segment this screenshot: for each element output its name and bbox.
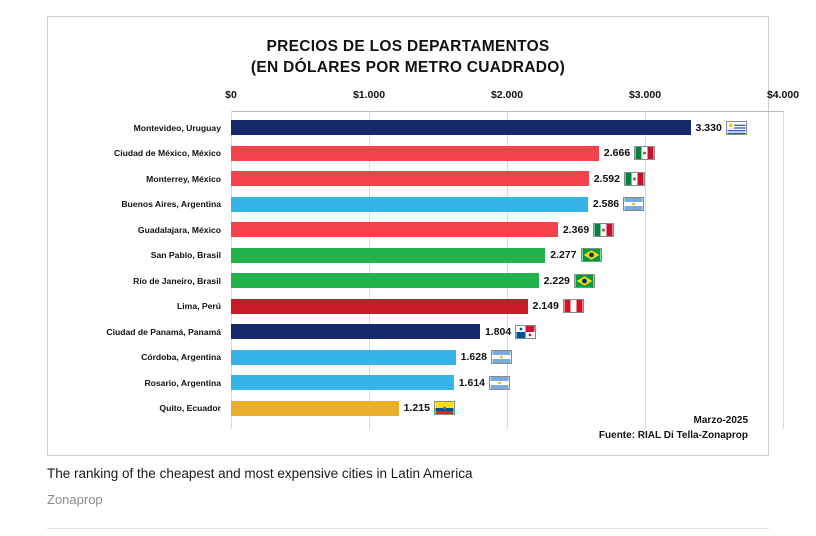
flag-icon-argentina — [623, 197, 644, 211]
bar-container — [231, 294, 584, 320]
bar-category-label: Ciudad de México, México — [114, 148, 221, 159]
bar — [231, 248, 545, 263]
bottom-divider — [47, 528, 769, 529]
flag-icon-panama — [515, 325, 536, 339]
x-tick-label: $0 — [225, 89, 237, 101]
caption-text: The ranking of the cheapest and most expensive cities in Latin America — [47, 466, 473, 481]
x-tick-label: $3.000 — [628, 89, 662, 101]
bar-value-label: 1.215 — [403, 402, 430, 415]
bar-container — [231, 345, 512, 371]
chart-title-main: PRECIOS DE LOS DEPARTAMENTOS — [266, 38, 550, 55]
bar-rows — [48, 115, 768, 421]
bar-value-label: 2.592 — [593, 172, 620, 185]
chart-title — [48, 37, 768, 79]
bar-category-label: Lima, Perú — [177, 301, 221, 312]
bar-container — [231, 217, 614, 243]
x-tick-label: $2.000 — [490, 89, 524, 101]
flag-icon-mexico — [634, 146, 655, 160]
chart-source-block — [599, 413, 748, 443]
bar-category-label: Montevideo, Uruguay — [133, 122, 221, 133]
bar-category-label: Río de Janeiro, Brasil — [133, 275, 221, 286]
flag-icon-brazil — [574, 274, 595, 288]
bar-row — [48, 217, 768, 243]
bar-row — [48, 345, 768, 371]
chart-date-annotation: Marzo-2025 — [693, 415, 748, 426]
bar-value-label: 1.614 — [458, 376, 485, 389]
flag-icon-mexico — [624, 172, 645, 186]
bar-value-label: 2.666 — [603, 147, 631, 160]
bar-category-label: Buenos Aires, Argentina — [121, 199, 221, 210]
bar-container — [231, 319, 536, 345]
chart-plot-area — [48, 89, 800, 451]
flag-icon-argentina — [491, 350, 512, 364]
chart-source-annotation: Fuente: RIAL Di Tella-Zonaprop — [598, 430, 748, 441]
bar-container — [231, 166, 645, 192]
bar-category-label: Quito, Ecuador — [159, 403, 221, 414]
bar-value-label: 1.628 — [460, 351, 487, 364]
bar — [231, 146, 599, 161]
flag-icon-brazil — [581, 248, 602, 262]
bar-container — [231, 396, 455, 422]
bar — [231, 401, 399, 416]
bar-value-label: 2.229 — [543, 274, 570, 287]
bar-category-label: Rosario, Argentina — [144, 377, 221, 388]
flag-icon-ecuador — [434, 401, 455, 415]
bar-value-label: 2.149 — [532, 300, 559, 313]
x-tick-label: $4.000 — [766, 89, 800, 101]
bar-row — [48, 243, 768, 269]
chart-card — [47, 16, 800, 456]
x-axis-ticks — [48, 89, 800, 111]
bar-value-label: 1.804 — [484, 325, 512, 338]
bar-container — [231, 268, 595, 294]
gridline — [783, 111, 784, 429]
bar-row — [48, 294, 768, 320]
bar-row — [48, 141, 768, 167]
bar-category-label: Monterrey, México — [146, 173, 221, 184]
bar — [231, 171, 589, 186]
x-tick-label: $1.000 — [352, 89, 386, 101]
bar-row — [48, 115, 768, 141]
bar-category-label: San Pablo, Brasil — [150, 250, 221, 261]
bar-value-label: 2.586 — [592, 198, 620, 211]
bar-row — [48, 268, 768, 294]
chart-subtitle: (EN DÓLARES POR METRO CUADRADO) — [250, 58, 566, 76]
bar-value-label: 2.277 — [550, 249, 577, 262]
bar — [231, 120, 691, 135]
bar — [231, 324, 480, 339]
flag-icon-uruguay — [726, 121, 747, 135]
flag-icon-mexico — [593, 223, 614, 237]
bar-category-label: Guadalajara, México — [137, 224, 221, 235]
caption-attribution: Zonaprop — [47, 492, 103, 507]
bar-value-label: 3.330 — [695, 121, 722, 134]
bar — [231, 350, 456, 365]
bar-value-label: 2.369 — [562, 223, 590, 236]
bar-container — [231, 370, 510, 396]
bar-row — [48, 166, 768, 192]
bar-category-label: Ciudad de Panamá, Panamá — [106, 326, 221, 337]
flag-icon-argentina — [489, 376, 510, 390]
bar — [231, 222, 558, 237]
bar-category-label: Córdoba, Argentina — [141, 352, 221, 363]
bar-container — [231, 115, 747, 141]
flag-icon-peru — [563, 299, 584, 313]
bar-row — [48, 370, 768, 396]
bar-container — [231, 141, 655, 167]
bar — [231, 273, 539, 288]
bar-row — [48, 192, 768, 218]
bar-row — [48, 319, 768, 345]
bar-container — [231, 243, 602, 269]
bar — [231, 197, 588, 212]
bar-container — [231, 192, 644, 218]
bar — [231, 299, 528, 314]
bar — [231, 375, 454, 390]
